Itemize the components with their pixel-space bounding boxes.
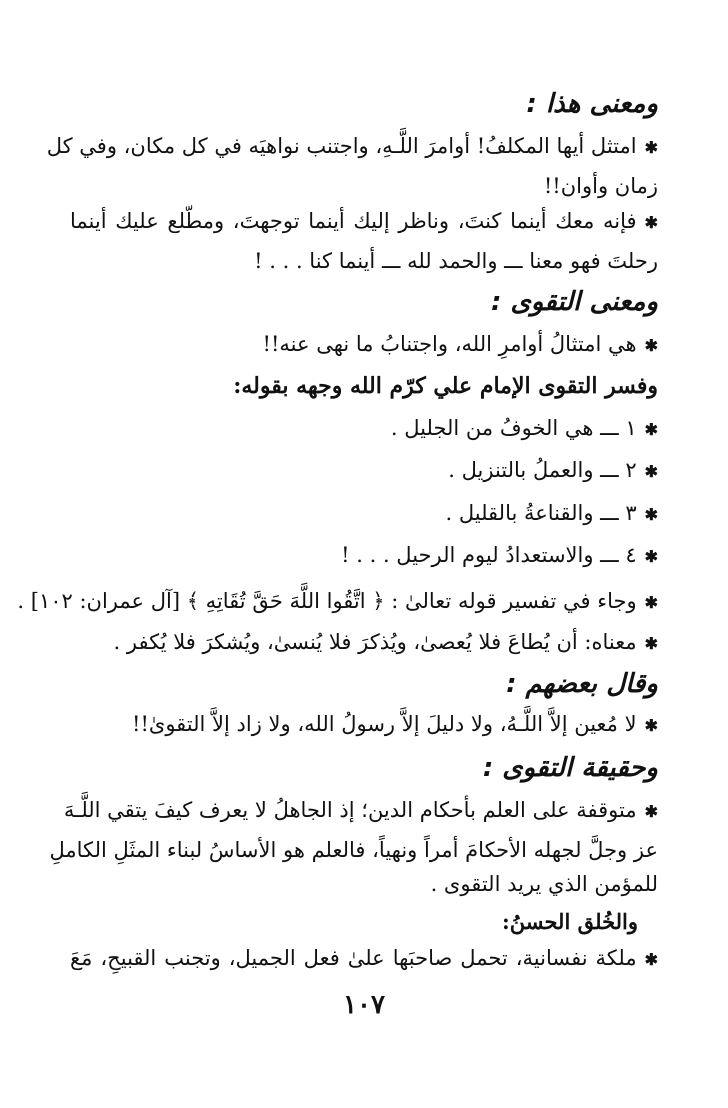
line-text: هي امتثالُ أوامرِ الله، واجتنابُ ما نهى عنه!! bbox=[262, 332, 637, 356]
quran-quote-line bbox=[17, 583, 658, 621]
list-item-text: ٤ ـــ والاستعدادُ ليوم الرحيل . . . ! bbox=[341, 543, 637, 567]
paragraph-line bbox=[70, 168, 658, 206]
list-item bbox=[70, 537, 658, 575]
paragraph-line bbox=[70, 326, 658, 364]
asterisk-bullet-icon: ✱ bbox=[644, 634, 658, 653]
asterisk-bullet-icon: ✱ bbox=[644, 802, 658, 821]
line-text: متوقفة على العلم بأحكام الدين؛ إذ الجاهلُ لا يعرف كيفَ يتقي اللَّـهَ bbox=[63, 798, 637, 822]
heading-text: ومعنى هذا : bbox=[526, 89, 658, 119]
paragraph-line bbox=[70, 706, 658, 744]
line-text: امتثل أيها المكلفُ! أوامرَ اللَّـهِ، واجتنب نواهيَه في كل مكان، وفي كل bbox=[46, 134, 637, 158]
asterisk-bullet-icon: ✱ bbox=[644, 716, 658, 735]
list-item bbox=[70, 495, 658, 533]
paragraph-line bbox=[70, 940, 658, 978]
asterisk-bullet-icon: ✱ bbox=[644, 336, 658, 355]
paragraph-line bbox=[46, 128, 658, 166]
heading-text: وقال بعضهم : bbox=[506, 669, 658, 699]
paragraph-line bbox=[70, 866, 658, 904]
heading-text: ومعنى التقوى : bbox=[491, 287, 658, 317]
paragraph-line bbox=[70, 624, 658, 662]
line-text: عز وجلَّ لجهله الأحكامَ أمراً ونهياً، فالعلم هو الأساسُ لبناء المثَلِ الكاملِ bbox=[49, 838, 658, 862]
paragraph-line bbox=[49, 832, 658, 870]
line-text: معناه: أن يُطاعَ فلا يُعصىٰ، ويُذكرَ فلا يُنسىٰ، ويُشكرَ فلا يُكفر . bbox=[113, 630, 637, 654]
list-item bbox=[70, 410, 658, 448]
line-text: وجاء في تفسير قوله تعالىٰ : ﴿ اتَّقُوا اللَّهَ حَقَّ تُقَاتِهِ ﴾ [آل عمران: ١٠٢] . bbox=[17, 589, 637, 613]
line-text: وفسر التقوى الإمام علي كرّم الله وجهه بقوله: bbox=[233, 373, 658, 399]
line-text: فإنه معك أينما كنتَ، وناظر إليك أينما توجهتَ، ومطّلع عليك أينما bbox=[70, 209, 637, 233]
heading-some-said bbox=[70, 666, 658, 704]
line-text: زمان وأوان!! bbox=[543, 174, 658, 198]
line-text: للمؤمن الذي يريد التقوى . bbox=[430, 872, 658, 896]
asterisk-bullet-icon: ✱ bbox=[644, 593, 658, 612]
asterisk-bullet-icon: ✱ bbox=[644, 138, 658, 157]
list-item-text: ٢ ـــ والعملُ بالتنزيل . bbox=[448, 458, 637, 482]
list-item-text: ١ ـــ هي الخوفُ من الجليل . bbox=[390, 416, 637, 440]
line-text: رحلتَ فهو معنا ـــ والحمد لله ـــ أينما كنا . . . ! bbox=[254, 249, 658, 273]
page-number: ١٠٧ bbox=[343, 990, 385, 1020]
asterisk-bullet-icon: ✱ bbox=[644, 505, 658, 524]
paragraph-line bbox=[70, 243, 658, 281]
paragraph-line bbox=[70, 203, 658, 241]
subheading-good-character bbox=[70, 904, 638, 942]
heading-meaning-of-this bbox=[70, 86, 658, 124]
paragraph-line bbox=[63, 792, 658, 830]
asterisk-bullet-icon: ✱ bbox=[644, 213, 658, 232]
asterisk-bullet-icon: ✱ bbox=[644, 547, 658, 566]
heading-text: وحقيقة التقوى : bbox=[482, 753, 658, 783]
asterisk-bullet-icon: ✱ bbox=[644, 950, 658, 969]
heading-meaning-of-taqwa bbox=[70, 284, 658, 322]
line-text: لا مُعين إلاَّ اللَّـهُ، ولا دليلَ إلاَّ رسولُ الله، ولا زاد إلاَّ التقوىٰ!! bbox=[132, 712, 637, 736]
intro-line-imam-ali bbox=[70, 368, 658, 406]
subheading-text: والخُلق الحسنُ: bbox=[502, 909, 638, 934]
asterisk-bullet-icon: ✱ bbox=[644, 420, 658, 439]
line-text: ملكة نفسانية، تحمل صاحبَها علىٰ فعل الجميل، وتجنب القبيحِ، مَعَ bbox=[70, 946, 637, 970]
heading-reality-of-taqwa bbox=[70, 750, 658, 788]
list-item bbox=[70, 452, 658, 490]
asterisk-bullet-icon: ✱ bbox=[644, 462, 658, 481]
list-item-text: ٣ ـــ والقناعةُ بالقليل . bbox=[445, 501, 637, 525]
